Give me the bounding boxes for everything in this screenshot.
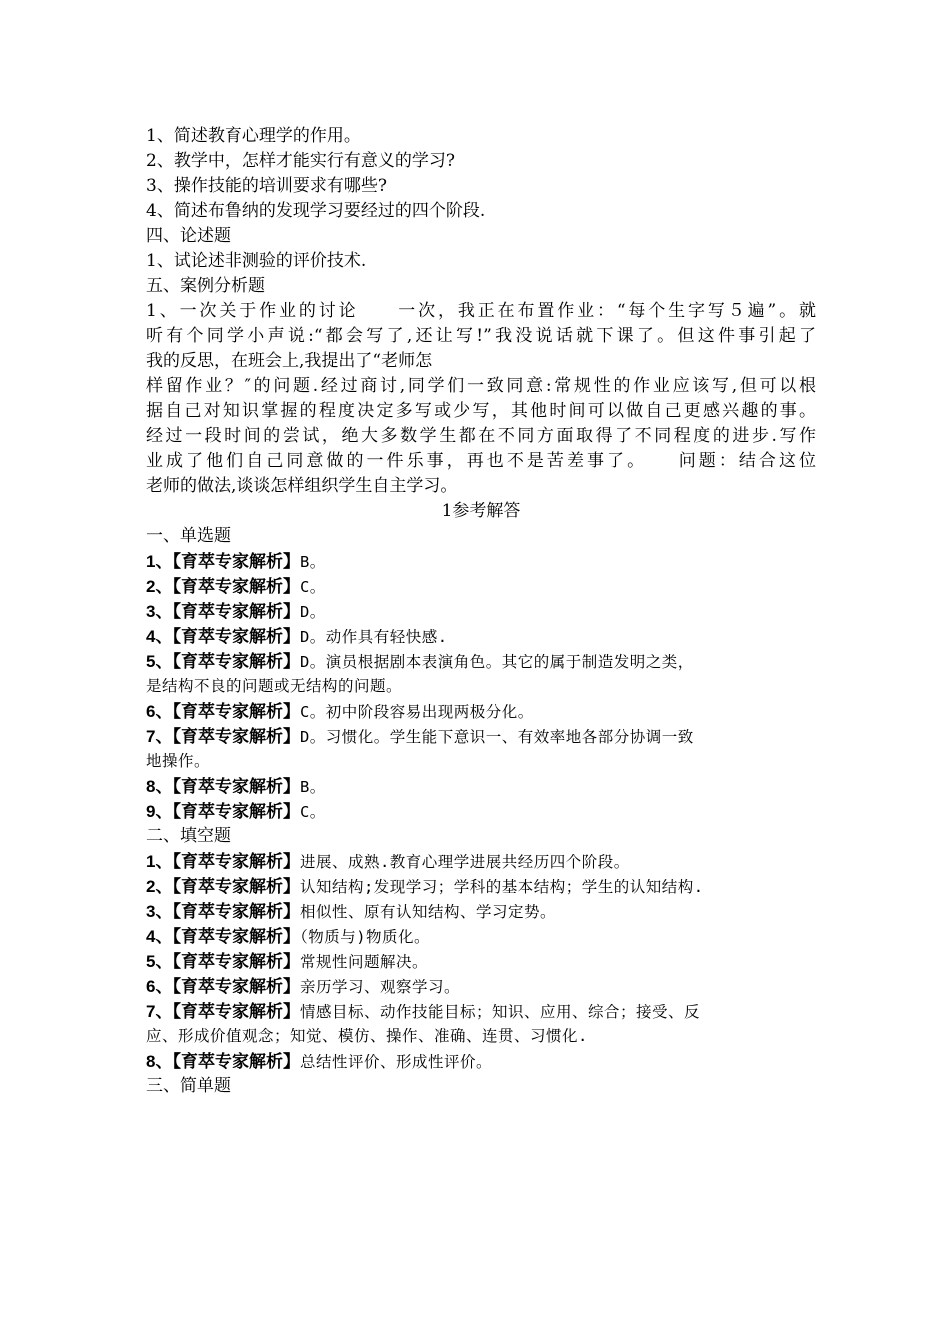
question-item: 2、教学中，怎样才能实行有意义的学习? [146,151,455,171]
answer-item [146,874,816,899]
answer-number: 1、 [146,552,173,571]
section-heading: 二、填空题 [146,826,231,846]
answer-text: C。初中阶段容易出现两极分化。 [299,703,534,721]
answer-tag: 【育萃专家解析】 [172,852,300,872]
answer-number: 8、 [146,1052,173,1071]
answer-item [146,724,816,749]
answer-continuation: 应、形成价值观念；知觉、模仿、操作、准确、连贯、习惯化. [146,1027,588,1045]
answer-number: 9、 [146,802,173,821]
answer-tag: 【育萃专家解析】 [172,727,300,747]
answer-tag: 【育萃专家解析】 [172,877,300,897]
answer-tag: 【育萃专家解析】 [172,927,300,947]
answer-item [146,849,816,874]
answer-continuation: 是结构不良的问题或无结构的问题。 [146,677,403,695]
answer-tag: 【育萃专家解析】 [172,977,300,997]
answer-number: 4、 [146,627,173,646]
answer-number: 6、 [146,702,173,721]
answer-item [146,624,816,649]
case-text-line: 1、一次关于作业的讨论 一次，我正在布置作业：“每个生字写５遍”。就 [146,301,816,321]
answer-number: 6、 [146,977,173,996]
question-item: 3、操作技能的培训要求有哪些? [146,176,387,196]
answer-number: 2、 [146,577,173,596]
answer-tag: 【育萃专家解析】 [172,627,300,647]
answer-text: C。 [299,803,326,821]
case-text-line: 据自己对知识掌握的程度决定多写或少写，其他时间可以做自己更感兴趣的事。 [146,401,816,421]
answer-number: 7、 [146,727,173,746]
answer-number: 8、 [146,777,173,796]
answer-text: 亲历学习、观察学习。 [299,978,460,996]
answer-text: D。动作具有轻快感. [299,628,448,646]
answer-number: 3、 [146,902,173,921]
answer-item [146,1049,816,1074]
answer-text: 常规性问题解决。 [299,953,428,971]
answer-text: B。 [299,778,326,796]
answer-text: 认知结构;发现学习；学科的基本结构；学生的认知结构. [299,878,704,896]
answer-text: D。 [299,603,326,621]
answer-tag: 【育萃专家解析】 [172,952,300,972]
answer-number: 4、 [146,927,173,946]
case-text-line: 老师的做法,谈谈怎样组织学生自主学习。 [146,476,458,496]
answer-item [146,949,816,974]
answer-text: 相似性、原有认知结构、学习定势。 [299,903,556,921]
answer-tag: 【育萃专家解析】 [172,602,300,622]
answer-text: B。 [299,553,326,571]
answer-text: 进展、成熟.教育心理学进展共经历四个阶段。 [299,853,630,871]
answer-tag: 【育萃专家解析】 [172,552,300,572]
answer-item [146,974,816,999]
essay-heading: 四、论述题 [146,226,231,246]
answer-tag: 【育萃专家解析】 [172,902,300,922]
answer-number: 5、 [146,952,173,971]
answer-text: （物质与)物质化。 [299,928,431,946]
answer-item [146,799,816,824]
section-heading: 一、单选题 [146,526,231,546]
answer-text: 情感目标、动作技能目标；知识、应用、综合；接受、反 [299,1003,700,1021]
answer-tag: 【育萃专家解析】 [172,1052,300,1072]
answer-tag: 【育萃专家解析】 [172,777,300,797]
case-heading: 五、案例分析题 [146,276,265,296]
answer-number: 2、 [146,877,173,896]
case-text-line: 样留作业？″的问题.经过商讨,同学们一致同意:常规性的作业应该写,但可以根 [146,376,816,396]
answer-text: 总结性评价、形成性评价。 [299,1053,492,1071]
answer-text: C。 [299,578,326,596]
answers-title: 1参考解答 [441,501,521,521]
question-item: 1、简述教育心理学的作用。 [146,126,361,146]
answer-text: D。习惯化。学生能下意识一、有效率地各部分协调一致 [299,728,694,746]
section-heading: 三、简单题 [146,1076,231,1096]
answer-item [146,774,816,799]
answer-number: 1、 [146,852,173,871]
case-text-line: 我的反思，在班会上,我提出了“老师怎 [146,351,433,371]
answer-item [146,549,816,574]
question-item: 4、简述布鲁纳的发现学习要经过的四个阶段. [146,201,486,221]
essay-item: 1、试论述非测验的评价技术. [146,251,367,271]
answer-number: 3、 [146,602,173,621]
answer-text: D。演员根据剧本表演角色。其它的属于制造发明之类， [299,653,694,671]
answer-item [146,924,816,949]
case-text-line: 听有个同学小声说:“都会写了,还让写!”我没说话就下课了。但这件事引起了 [146,326,816,346]
answer-tag: 【育萃专家解析】 [172,1002,300,1022]
answer-tag: 【育萃专家解析】 [172,652,300,672]
answer-item [146,999,816,1024]
answer-number: 5、 [146,652,173,671]
answer-sections [146,524,816,1074]
answer-tag: 【育萃专家解析】 [172,577,300,597]
answer-item [146,599,816,624]
answer-number: 7、 [146,1002,173,1021]
case-text-line: 业成了他们自己同意做的一件乐事，再也不是苦差事了。 问题：结合这位 [146,451,816,471]
answer-item [146,899,816,924]
document-body [146,124,816,1099]
case-text-line: 经过一段时间的尝试，绝大多数学生都在不同方面取得了不同程度的进步.写作 [146,426,816,446]
answer-tag: 【育萃专家解析】 [172,702,300,722]
answer-tag: 【育萃专家解析】 [172,802,300,822]
answer-item [146,649,816,674]
answer-item [146,699,816,724]
answer-continuation: 地操作。 [146,752,211,770]
answer-item [146,574,816,599]
